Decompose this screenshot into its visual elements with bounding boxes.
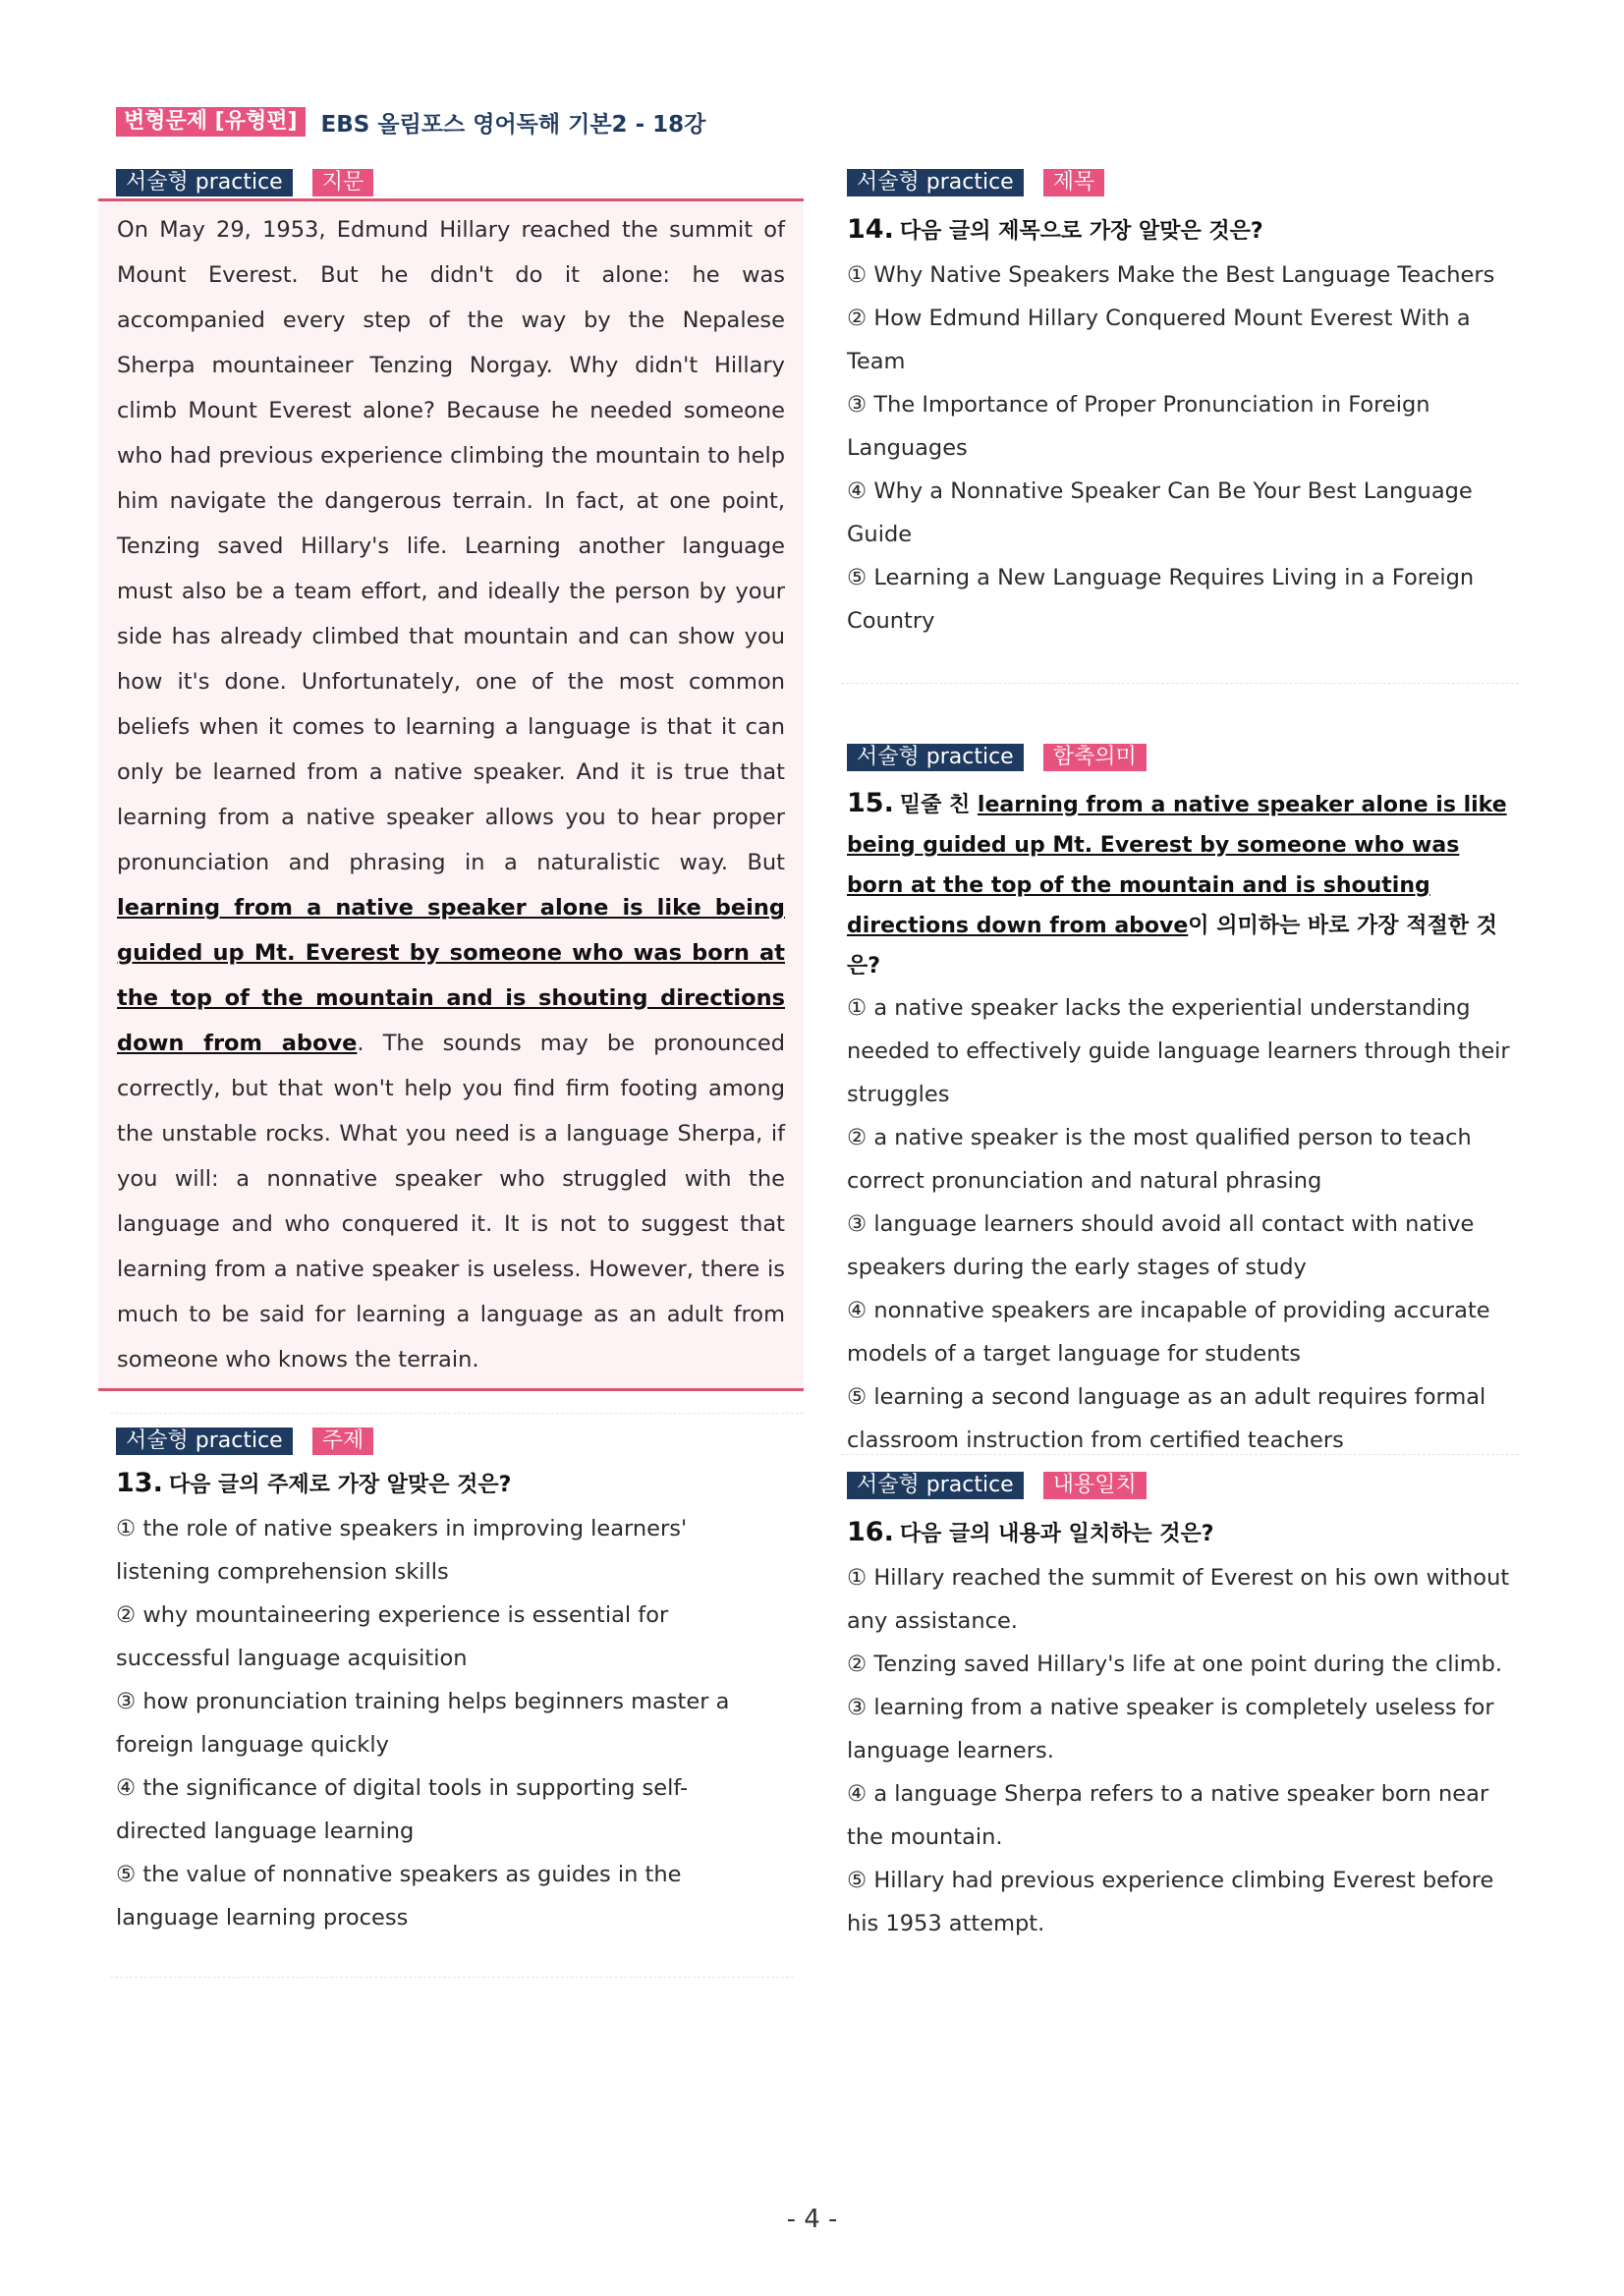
page-header [116, 106, 705, 138]
divider [841, 683, 1519, 684]
option-4[interactable]: ④ nonnative speakers are incapable of providing accurate models of a target language for students [847, 1298, 1490, 1367]
option-4[interactable]: ④ Why a Nonnative Speaker Can Be Your Best Language Guide [847, 478, 1473, 547]
question-text-prefix: 밑줄 친 [899, 793, 978, 817]
section-tag: 함축의미 [1043, 744, 1147, 771]
q14-section-head [847, 169, 1104, 196]
option-1[interactable]: ① a native speaker lacks the experiential understanding needed to effectively guide language learners through their struggles [847, 995, 1510, 1107]
option-5[interactable]: ⑤ the value of nonnative speakers as guides in the language learning process [116, 1862, 682, 1931]
question-13 [116, 1462, 764, 1939]
question-14 [847, 208, 1517, 643]
header-tag: 변형문제 [유형편] [116, 107, 306, 137]
question-13-title [116, 1462, 764, 1507]
option-5[interactable]: ⑤ Learning a New Language Requires Living in a Foreign Country [847, 565, 1475, 634]
question-number: 15. [847, 788, 894, 818]
question-text: 다음 글의 주제로 가장 알맞은 것은? [168, 1473, 512, 1497]
option-4[interactable]: ④ a language Sherpa refers to a native speaker born near the mountain. [847, 1781, 1489, 1850]
question-16-title [847, 1511, 1517, 1556]
option-4[interactable]: ④ the significance of digital tools in supporting self-directed language learning [116, 1775, 689, 1844]
section-tag: 주제 [312, 1428, 374, 1455]
question-text-suffix: 이 의미하는 바로 가장 적절한 것은? [847, 914, 1497, 979]
passage-text [117, 207, 785, 1382]
option-3[interactable]: ③ The Importance of Proper Pronunciation in Foreign Languages [847, 392, 1430, 461]
divider [110, 1977, 794, 1978]
option-2[interactable]: ② why mountaineering experience is essential for successful language acquisition [116, 1602, 669, 1671]
question-number: 13. [116, 1468, 163, 1498]
header-title: EBS 올림포스 영어독해 기본2 - 18강 [320, 111, 706, 138]
question-15 [847, 783, 1517, 1462]
question-number: 16. [847, 1517, 894, 1547]
option-2[interactable]: ② How Edmund Hillary Conquered Mount Everest With a Team [847, 306, 1471, 374]
divider [110, 1413, 804, 1414]
question-16 [847, 1511, 1517, 1945]
option-3[interactable]: ③ language learners should avoid all contact with native speakers during the early stages of study [847, 1211, 1475, 1280]
section-badge: 서술형 practice [847, 169, 1024, 196]
section-badge: 서술형 practice [847, 1472, 1024, 1499]
passage-section-head [116, 169, 373, 196]
q16-section-head [847, 1472, 1147, 1499]
question-number: 14. [847, 214, 894, 245]
passage-text-before: On May 29, 1953, Edmund Hillary reached the summit of Mount Everest. But he didn't do it alone: he was accompanied every step of the way by the Nepalese Sherpa mountaineer Tenzing Norgay. Why didn't Hillary climb Mount Everest alone? Because he needed someone who had previous experience climbing the mountain to help him navigate the dangerous terrain. In fact, at one point, Tenzing saved Hillary's life. Learning another language must also be a team effort, and ideally the person by your side has already climbed that mountain and can show you how it's done. Unfortunately, one of the most common beliefs when it comes to learning a language is that it can only be learned from a native speaker. And it is true that learning from a native speaker allows you to hear proper pronunciation and phrasing in a naturalistic way. But [117, 217, 785, 875]
option-5[interactable]: ⑤ learning a second language as an adult requires formal classroom instruction from certified teachers [847, 1384, 1486, 1453]
option-3[interactable]: ③ learning from a native speaker is completely useless for language learners. [847, 1695, 1494, 1764]
question-14-title [847, 208, 1517, 253]
question-15-title [847, 783, 1517, 986]
q15-section-head [847, 744, 1147, 771]
section-badge: 서술형 practice [847, 744, 1024, 771]
section-tag: 제목 [1043, 169, 1105, 196]
section-tag: 지문 [312, 169, 374, 196]
question-text: 다음 글의 내용과 일치하는 것은? [899, 1522, 1214, 1546]
passage-text-after: . The sounds may be pronounced correctly, but that won't help you find firm footing among the unstable rocks. What you need is a language Sherpa, if you will: a nonnative speaker who struggled with the language and who conquered it. It is not to suggest that learning from a native speaker is useless. However, there is much to be said for learning a language as an adult from someone who knows the terrain. [117, 1031, 785, 1372]
question-text: 다음 글의 제목으로 가장 알맞은 것은? [899, 219, 1263, 244]
option-5[interactable]: ⑤ Hillary had previous experience climbing Everest before his 1953 attempt. [847, 1868, 1494, 1936]
option-2[interactable]: ② Tenzing saved Hillary's life at one point during the climb. [847, 1652, 1503, 1677]
page-number: - 4 - [786, 2205, 838, 2234]
option-1[interactable]: ① Why Native Speakers Make the Best Language Teachers [847, 262, 1495, 288]
reading-passage [98, 198, 804, 1391]
section-badge: 서술형 practice [116, 169, 293, 196]
q13-section-head [116, 1428, 373, 1455]
divider [841, 1454, 1519, 1455]
option-3[interactable]: ③ how pronunciation training helps beginners master a foreign language quickly [116, 1689, 730, 1758]
option-2[interactable]: ② a native speaker is the most qualified person to teach correct pronunciation and natural phrasing [847, 1125, 1472, 1194]
option-1[interactable]: ① Hillary reached the summit of Everest on his own without any assistance. [847, 1565, 1510, 1634]
section-badge: 서술형 practice [116, 1428, 293, 1455]
option-1[interactable]: ① the role of native speakers in improving learners' listening comprehension skills [116, 1516, 688, 1585]
section-tag: 내용일치 [1043, 1472, 1147, 1499]
question-underlined-phrase: learning from a native speaker alone is like being guided up Mt. Everest by someone who was born at the top of the mountain and is shouting directions down from above [847, 793, 1507, 938]
passage-underlined-phrase: learning from a native speaker alone is like being guided up Mt. Everest by someone who was born at the top of the mountain and is shouting directions down from above [117, 895, 785, 1056]
